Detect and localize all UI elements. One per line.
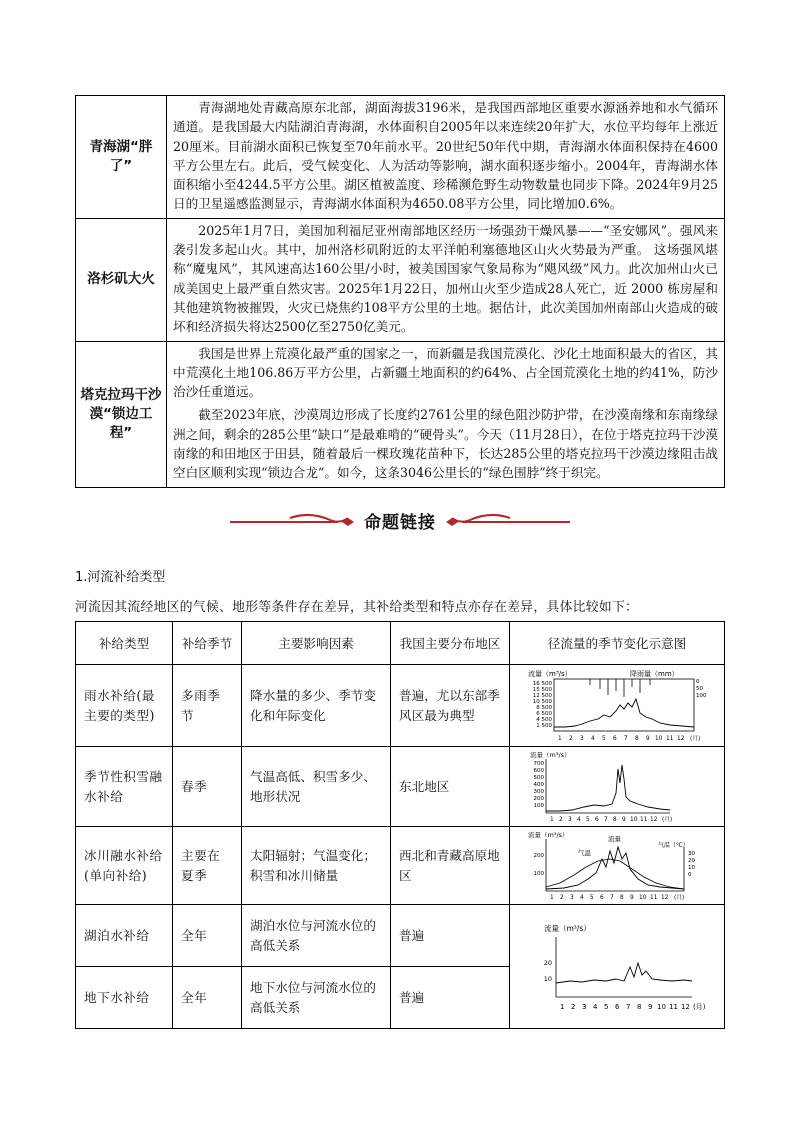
tick-label: 8 500 (535, 704, 552, 711)
steady-month-axis (560, 1003, 706, 1011)
tick-label: 10 500 (532, 698, 552, 705)
paragraph: 我国是世界上荒漠化最严重的国家之一，而新疆是我国荒漠化、沙化土地面积最大的省区，其中荒漠化土地106.86万平方公里，占新疆土地面积的约64%、占全国荒漠化土地的约41%，防沙治沙任重道远。 (173, 345, 718, 400)
tick-label: (月) (661, 816, 672, 823)
chart-cell (510, 827, 725, 905)
rain-left-label: 流量（m³/s） (527, 669, 572, 678)
tick-label: 30 (687, 850, 695, 857)
section-banner (230, 506, 570, 536)
tick-label: 10 (543, 974, 552, 983)
tick-label: 700 (533, 760, 544, 767)
topic-cell: 青海湖“胖了” (76, 96, 167, 219)
glacier-left-label: 流量（m³/s） (527, 830, 569, 839)
region-cell: 西北和青藏高原地区 (391, 827, 510, 905)
chart-cell (510, 905, 725, 1029)
tick-label: (月) (673, 894, 684, 901)
tick-label: (月) (689, 735, 700, 742)
column-header: 径流量的季节变化示意图 (510, 622, 725, 665)
tick-label: 8 (612, 816, 617, 823)
type-cell: 雨水补给(最主要的类型) (76, 665, 173, 747)
rain-right-label: 降雨量（mm） (629, 669, 679, 678)
table-header-row (76, 622, 725, 665)
steady-ticks (543, 959, 551, 983)
tick-label: 9 (621, 816, 626, 823)
steady-chart (520, 917, 715, 1017)
rain-flow-line (554, 699, 694, 727)
tick-label: 10 (638, 894, 646, 901)
tick-label: 11 (639, 816, 647, 823)
tick-label: 12 (676, 735, 684, 742)
tick-label: 12 (660, 894, 668, 901)
intro-text: 河流因其流经地区的气候、地形等条件存在差异，其补给类型和特点亦存在差异，具体比较如下： (75, 600, 639, 615)
tick-label: 600 (533, 767, 544, 774)
glacier-right-ticks (688, 851, 695, 878)
tick-label: 4 (576, 816, 581, 823)
table-row (76, 218, 725, 341)
tick-label: 11 (649, 894, 657, 901)
tick-label: 20 (543, 958, 552, 967)
tick-label: 8 (634, 735, 639, 742)
tick-label: 3 (581, 1002, 586, 1011)
steady-flow-line (556, 963, 692, 983)
topic-cell: 塔克拉玛干沙漠“锁边工程” (76, 341, 167, 487)
chart-cell (510, 747, 725, 827)
tick-label: 9 (629, 894, 634, 901)
season-cell: 主要在夏季 (173, 827, 242, 905)
season-cell: 多雨季节 (173, 665, 242, 747)
steady-left-label: 流量（m³/s） (543, 923, 591, 933)
snow-ticks (533, 761, 544, 809)
tick-label: 10 (687, 864, 695, 871)
tick-label: 0 (695, 678, 699, 685)
tick-label: 8 (619, 894, 624, 901)
tick-label: 0 (687, 871, 691, 878)
banner-title: 命题链接 (364, 513, 436, 533)
rain-left-ticks (532, 681, 552, 729)
tick-label: 100 (533, 802, 544, 809)
paragraph: 青海湖地处青藏高原东北部，湖面海拔3196米，是我国西部地区重要水源涵养地和水气循环通道。是我国最大内陆湖泊青海湖，水体面积自2005年以来连续20年扩大，水位平均每年上涨近20厘米。目前湖水面积已恢复至70年前水平。20世纪50年代中期，青海湖水体面积保持在4600平方公里左右。此后，受气候变化、人为活动等影响，湖水面积逐步缩小。2004年，青海湖水体面积缩小至4244.5平方公里。湖区植被盖度、珍稀濒危野生动物数量也同步下降。2024年9月25日的卫星遥感监测显示，青海湖水体面积为4650.08平方公里，同比增加0.6%。 (173, 100, 718, 212)
table-row (76, 905, 725, 967)
region-cell: 普遍 (391, 967, 510, 1029)
snow-month-axis (550, 815, 672, 823)
factors-cell: 降水量的多少、季节变化和年际变化 (242, 665, 391, 747)
rain-month-axis (558, 734, 700, 742)
tick-label: 1 (549, 816, 554, 823)
tick-label: 2 (568, 735, 573, 742)
glacier-temp-label: 气温 (577, 848, 591, 857)
tick-label: 200 (533, 795, 544, 802)
tick-label: 3 (579, 735, 584, 742)
tick-label: 8 (636, 1002, 641, 1011)
section-heading: 1.河流补给类型 (75, 570, 166, 585)
tick-label: 5 (585, 816, 590, 823)
table-row (76, 827, 725, 905)
glacier-left-ticks (533, 853, 544, 877)
type-cell: 地下水补给 (76, 967, 173, 1029)
rain-right-ticks (696, 679, 707, 699)
tick-label: 100 (695, 692, 706, 699)
glacier-right-label: 气温（℃） (657, 841, 689, 849)
tick-label: 12 500 (532, 692, 552, 699)
tick-label: 5 (589, 894, 594, 901)
tick-label: 2 (558, 816, 563, 823)
tick-label: 5 (601, 735, 606, 742)
type-cell: 湖泊水补给 (76, 905, 173, 967)
factors-cell: 太阳辐射；气温变化；积雪和冰川储量 (242, 827, 391, 905)
glacier-temp-line (546, 859, 684, 889)
tick-label: 4 (579, 894, 584, 901)
type-cell: 季节性积雪融水补给 (76, 747, 173, 827)
column-header: 我国主要分布地区 (391, 622, 510, 665)
tick-label: 10 (629, 816, 637, 823)
factors-cell: 气温高低、积雪多少、地形状况 (242, 747, 391, 827)
rain-chart (520, 667, 715, 745)
region-cell: 普遍，尤以东部季风区最为典型 (391, 665, 510, 747)
region-cell: 普遍 (391, 905, 510, 967)
supply-table (75, 621, 725, 1029)
rain-bars (590, 679, 650, 697)
tick-label: 100 (533, 870, 544, 877)
tick-label: (月) (692, 1002, 705, 1011)
snow-left-label: 流量（m³/s） (529, 750, 571, 759)
tick-label: 1 (557, 735, 562, 742)
tick-label: 6 500 (535, 710, 552, 717)
tick-label: 10 (656, 1002, 666, 1011)
tick-label: 20 (687, 857, 695, 864)
tick-label: 1 500 (535, 722, 552, 729)
body-cell (167, 341, 725, 487)
tick-label: 200 (533, 852, 544, 859)
snow-chart (520, 749, 715, 825)
glacier-flow-label: 流量 (607, 834, 621, 843)
tick-label: 1 (549, 894, 554, 901)
topic-cell: 洛杉矶大火 (76, 218, 167, 341)
tick-label: 6 (614, 1002, 619, 1011)
tick-label: 3 (569, 894, 574, 901)
column-header: 补给季节 (173, 622, 242, 665)
region-cell: 东北地区 (391, 747, 510, 827)
tick-label: 16 500 (532, 680, 552, 687)
factors-cell: 地下水位与河流水位的高低关系 (242, 967, 391, 1029)
tick-label: 12 (649, 816, 657, 823)
snow-flow-line (546, 765, 670, 811)
table-row (76, 341, 725, 487)
table-row (76, 747, 725, 827)
column-header: 主要影响因素 (242, 622, 391, 665)
body-cell (167, 96, 725, 219)
paragraph: 2025年1月7日，美国加利福尼亚州南部地区经历一场强劲干燥风暴——“圣安娜风”。强风来袭引发多起山火。其中，加州洛杉矶附近的太平洋帕利塞德地区山火火势最为严重。 这场强风堪称“魔鬼风”，其风速高达160公里/小时，被美国国家气象局称为“飓风级”风力。此次加州山火已成美国史上最严重自然灾害。2025年1月22日，加州山火至少造成28人死亡，近 2000 栋房屋和其他建筑物被摧毁，火灾已烧焦约108平方公里的土地。据估计，此次美国加州南部山火造成的破坏和经济损失将达2500亿至2750亿美元。 (173, 222, 718, 335)
tick-label: 9 (645, 735, 650, 742)
tick-label: 2 (559, 894, 564, 901)
tick-label: 5 (603, 1002, 608, 1011)
tick-label: 4 (590, 735, 595, 742)
tick-label: 1 (559, 1002, 564, 1011)
glacier-flow-line (546, 847, 684, 889)
glacier-chart (520, 829, 715, 903)
chart-cell (510, 665, 725, 747)
tick-label: 6 (612, 735, 617, 742)
table-row (76, 665, 725, 747)
tick-label: 4 500 (535, 716, 552, 723)
news-table (75, 95, 725, 488)
tick-label: 6 (599, 894, 604, 901)
tick-label: 4 (592, 1002, 597, 1011)
tick-label: 11 (668, 1002, 678, 1011)
tick-label: 2 (570, 1002, 575, 1011)
season-cell: 全年 (173, 967, 242, 1029)
paragraph: 截至2023年底，沙漠周边形成了长度约2761公里的绿色阻沙防护带，在沙漠南缘和东南缘绿洲之间，剩余的285公里“缺口”是最难啃的“硬骨头”。今天（11月28日），在位于塔克拉玛干沙漠南缘的和田地区于田县，随着最后一棵玫瑰花苗种下，长达285公里的塔克拉玛干沙漠边缘阻击战空白区顺利实现“锁边合龙”。如今，这条3046公里长的“绿色围脖”终于织完。 (173, 407, 718, 481)
column-header: 补给类型 (76, 622, 173, 665)
factors-cell: 湖泊水位与河流水位的高低关系 (242, 905, 391, 967)
table-row (76, 96, 725, 219)
glacier-month-axis (550, 893, 684, 901)
body-cell (167, 218, 725, 341)
season-cell: 春季 (173, 747, 242, 827)
tick-label: 50 (695, 685, 703, 692)
tick-label: 7 (625, 1002, 630, 1011)
tick-label: 6 (594, 816, 599, 823)
tick-label: 11 (665, 735, 673, 742)
tick-label: 7 (609, 894, 614, 901)
tick-label: 15 500 (532, 686, 552, 693)
season-cell: 全年 (173, 905, 242, 967)
tick-label: 500 (533, 774, 544, 781)
tick-label: 12 (680, 1002, 690, 1011)
tick-label: 400 (533, 781, 544, 788)
type-cell: 冰川融水补给(单向补给) (76, 827, 173, 905)
tick-label: 10 (654, 735, 662, 742)
tick-label: 7 (623, 735, 628, 742)
tick-label: 7 (603, 816, 608, 823)
tick-label: 3 (567, 816, 572, 823)
tick-label: 300 (533, 788, 544, 795)
tick-label: 9 (647, 1002, 652, 1011)
